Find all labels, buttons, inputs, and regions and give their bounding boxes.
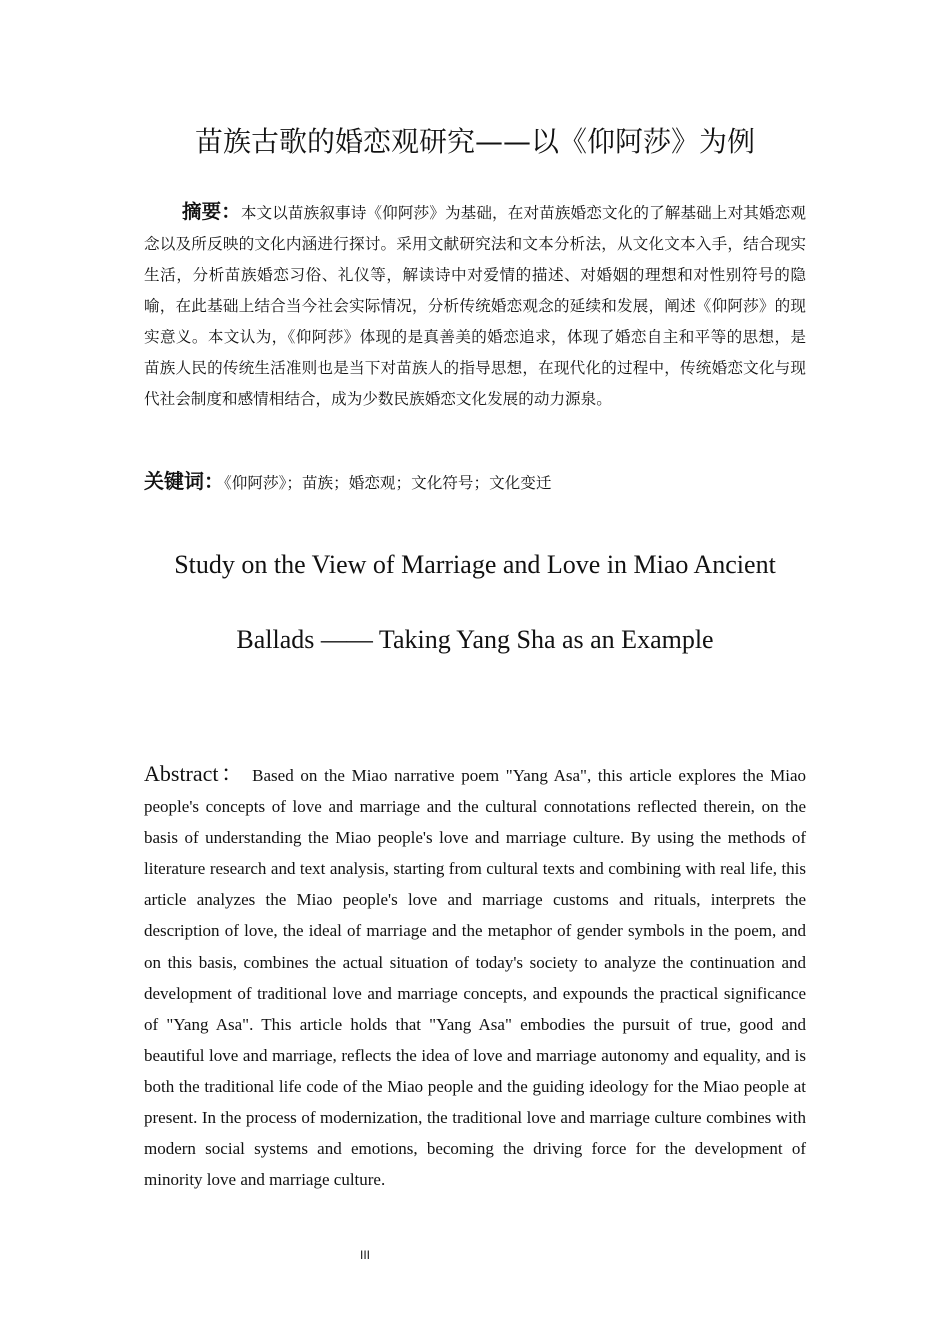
chinese-abstract <box>144 196 806 415</box>
chinese-keywords-text: 《仰阿莎》；苗族；婚恋观；文化符号；文化变迁 <box>224 474 552 492</box>
chinese-keywords <box>144 466 806 498</box>
english-abstract-text: Based on the Miao narrative poem "Yang Asa", this article explores the Miao people's concepts of love and marriage and the cultural connotations reflected therein, on the basis of understanding the Miao people's love and marriage culture. By using the methods of literature research and text analysis, starting from cultural texts and combining with real life, this article analyzes the Miao people's love and marriage customs and rituals, interprets the description of love, the ideal of marriage and the metaphor of gender symbols in the poem, and on this basis, combines the actual situation of today's society to analyze the continuation and development of traditional love and marriage concepts, and expounds the practical significance of "Yang Asa". This article holds that "Yang Asa" embodies the pursuit of true, good and beautiful love and marriage, reflects the idea of love and marriage autonomy and equality, and is both the traditional life code of the Miao people and the guiding ideology for the Miao people at present. In the process of modernization, the traditional love and marriage culture combines with modern social systems and emotions, becoming the driving force for the development of minority love and marriage culture. <box>144 766 807 1190</box>
chinese-keywords-label: 关键词： <box>144 469 224 493</box>
chinese-title: 苗族古歌的婚恋观研究——以《仰阿莎》为例 <box>194 125 755 158</box>
page-number: III <box>359 1248 370 1262</box>
english-title-line-1: Study on the View of Marriage and Love in Miao Ancient <box>174 550 776 579</box>
chinese-abstract-label: 摘要： <box>182 200 241 223</box>
english-title-line-2: Ballads —— Taking Yang Sha as an Example <box>236 625 714 654</box>
english-abstract-label: Abstract： <box>144 761 246 786</box>
chinese-abstract-text: 本文以苗族叙事诗《仰阿莎》为基础，在对苗族婚恋文化的了解基础上对其婚恋观念以及所反映的文化内涵进行探讨。采用文献研究法和文本分析法，从文化文本入手，结合现实生活，分析苗族婚恋习俗、礼仪等，解读诗中对爱情的描述、对婚姻的理想和对性别符号的隐喻，在此基础上结合当今社会实际情况，分析传统婚恋观念的延续和发展，阐述《仰阿莎》的现实意义。本文认为，《仰阿莎》体现的是真善美的婚恋追求，体现了婚恋自主和平等的思想，是苗族人民的传统生活准则也是当下对苗族人的指导思想，在现代化的过程中，传统婚恋文化与现代社会制度和感情相结合，成为少数民族婚恋文化发展的动力源泉。 <box>144 204 806 408</box>
english-abstract <box>144 758 806 1195</box>
